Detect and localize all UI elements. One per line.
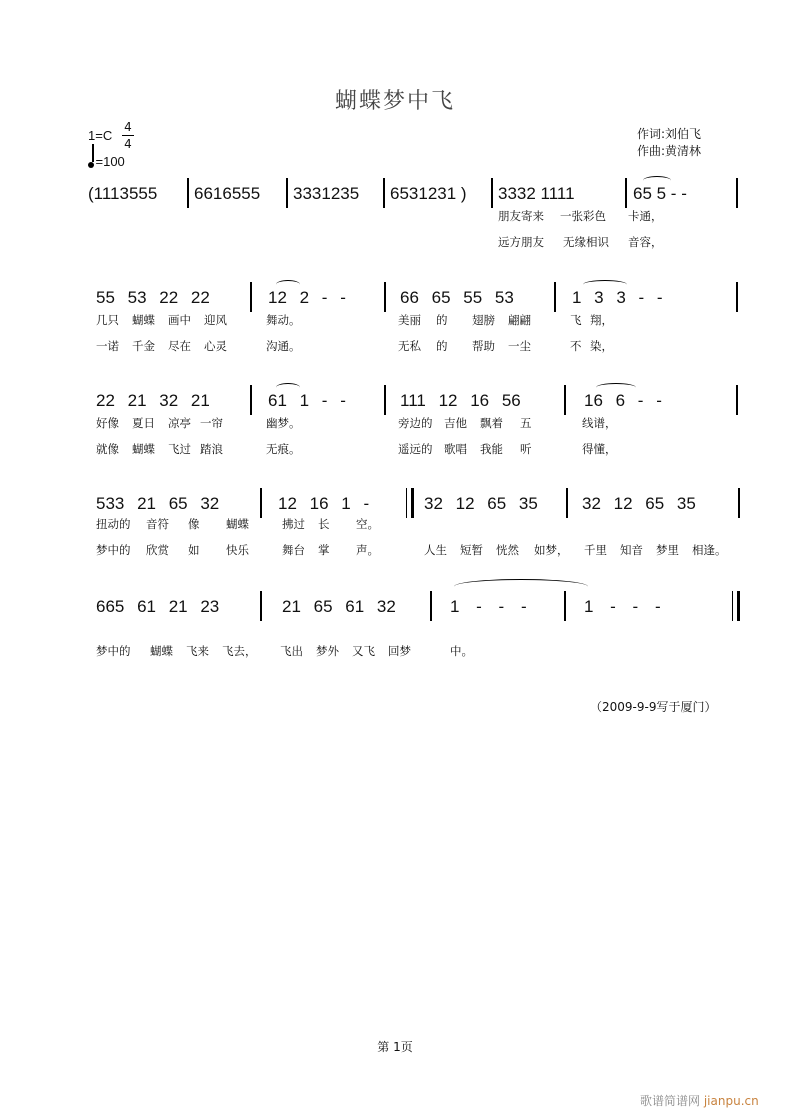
lyric: 好像 bbox=[96, 416, 119, 430]
lyric: 拂过 bbox=[282, 517, 305, 531]
lyric: 不 bbox=[570, 339, 582, 353]
measure: 55 53 22 22 bbox=[96, 288, 210, 307]
lyric: 线谱， bbox=[582, 416, 617, 430]
measure: 61 1 - - bbox=[268, 391, 346, 410]
lyric: 知音 bbox=[620, 543, 643, 557]
watermark bbox=[640, 1092, 759, 1109]
measure: 665 61 21 23 bbox=[96, 597, 220, 616]
repeat-sign bbox=[406, 488, 414, 518]
lyric: 蝴蝶 bbox=[132, 442, 155, 456]
lyric: 梦里 bbox=[656, 543, 679, 557]
lyric: 短暂 bbox=[460, 543, 483, 557]
score-line-2 bbox=[88, 288, 738, 378]
lyric: 扭动的 bbox=[96, 517, 131, 531]
song-title: 蝴蝶梦中飞 bbox=[334, 89, 455, 114]
measure: 533 21 65 32 bbox=[96, 494, 220, 513]
lyric: 舞台 bbox=[282, 543, 305, 557]
time-signature-bottom: 4 bbox=[124, 137, 132, 151]
lyric: 飞出 bbox=[280, 644, 303, 658]
lyric: 恍然 bbox=[496, 543, 519, 557]
score-line-4 bbox=[88, 494, 738, 584]
lyric: 无私 bbox=[398, 339, 421, 353]
lyric: 相逢。 bbox=[692, 543, 727, 557]
measure: 111 12 16 56 bbox=[400, 391, 521, 410]
lyric: 翩翩 bbox=[508, 313, 531, 327]
lyric: 朋友寄来 bbox=[498, 209, 544, 223]
measure: 3332 1111 bbox=[498, 184, 575, 203]
time-signature bbox=[122, 120, 134, 151]
lyric: 蝴蝶 bbox=[150, 644, 173, 658]
lyric: 飞来 bbox=[186, 644, 209, 658]
lyric: 音容， bbox=[628, 235, 663, 249]
watermark-en: jianpu.cn bbox=[703, 1094, 759, 1108]
lyric: 遥远的 bbox=[398, 442, 433, 456]
lyric: 掌 bbox=[318, 543, 330, 557]
score-line-3 bbox=[88, 391, 738, 481]
lyric: 如 bbox=[188, 543, 200, 557]
lyric: 一诺 bbox=[96, 339, 119, 353]
lyric: 心灵 bbox=[204, 339, 227, 353]
measure: 22 21 32 21 bbox=[96, 391, 210, 410]
lyric: 又飞 bbox=[352, 644, 375, 658]
lyric: 我能 bbox=[480, 442, 503, 456]
lyric: 空。 bbox=[356, 517, 379, 531]
lyric: 美丽 bbox=[398, 313, 421, 327]
lyric: 像 bbox=[188, 517, 200, 531]
lyric: 长 bbox=[318, 517, 330, 531]
lyric: 就像 bbox=[96, 442, 119, 456]
tempo-marking bbox=[88, 148, 125, 169]
lyric: 梦中的 bbox=[96, 543, 131, 557]
measure: 12 2 - - bbox=[268, 288, 346, 307]
lyric: 凉亭 bbox=[168, 416, 191, 430]
lyric: 回梦 bbox=[388, 644, 411, 658]
lyric: 歌唱 bbox=[444, 442, 467, 456]
tempo-value: =100 bbox=[95, 154, 125, 169]
lyric: 快乐 bbox=[226, 543, 249, 557]
lyric: 无缘相识 bbox=[563, 235, 609, 249]
measure: 32 12 65 35 bbox=[582, 494, 696, 513]
lyric: 人生 bbox=[424, 543, 447, 557]
watermark-cn: 歌谱简谱网 bbox=[640, 1094, 701, 1108]
lyric: 飞 bbox=[570, 313, 582, 327]
key-signature: 1=C bbox=[88, 128, 113, 143]
lyric: 声。 bbox=[356, 543, 379, 557]
lyric: 幽梦。 bbox=[266, 416, 301, 430]
measure: 6531231 ) bbox=[390, 184, 467, 203]
lyric: 卡通， bbox=[628, 209, 663, 223]
lyric: 帮助 bbox=[472, 339, 495, 353]
lyric: 一帘 bbox=[200, 416, 223, 430]
measure: 32 12 65 35 bbox=[424, 494, 538, 513]
lyric: 沟通。 bbox=[266, 339, 301, 353]
lyric: 无痕。 bbox=[266, 442, 301, 456]
lyric: 一张彩色 bbox=[560, 209, 606, 223]
measure: 66 65 55 53 bbox=[400, 288, 514, 307]
score-line-5 bbox=[88, 597, 738, 687]
page-number: 第 1页 bbox=[377, 1040, 413, 1054]
measure: 21 65 61 32 bbox=[282, 597, 396, 616]
lyric: 一尘 bbox=[508, 339, 531, 353]
lyric: 尽在 bbox=[168, 339, 191, 353]
lyric: 旁边的 bbox=[398, 416, 433, 430]
lyric: 飞过 bbox=[168, 442, 191, 456]
measure: 16 6 - - bbox=[584, 391, 662, 410]
lyric: 几只 bbox=[96, 313, 119, 327]
measure: 3331235 bbox=[293, 184, 360, 203]
lyric: 梦外 bbox=[316, 644, 339, 658]
lyric: 听 bbox=[520, 442, 532, 456]
lyric: 吉他 bbox=[444, 416, 467, 430]
lyric: 飞去， bbox=[222, 644, 257, 658]
lyric: 踏浪 bbox=[200, 442, 223, 456]
lyric: 如梦， bbox=[534, 543, 569, 557]
time-signature-top: 4 bbox=[124, 120, 132, 134]
lyric: 蝴蝶 bbox=[226, 517, 249, 531]
lyricist: 作词:刘伯飞 bbox=[637, 127, 702, 141]
measure: 1 3 3 - - bbox=[572, 288, 663, 307]
lyric: 的 bbox=[436, 313, 448, 327]
lyric: 蝴蝶 bbox=[132, 313, 155, 327]
lyric: 中。 bbox=[450, 644, 473, 658]
measure: 1 - - - bbox=[450, 597, 527, 616]
lyric: 千里 bbox=[584, 543, 607, 557]
lyric: 五 bbox=[520, 416, 532, 430]
measure: (1113555 bbox=[88, 184, 158, 203]
lyric: 翅膀 bbox=[472, 313, 495, 327]
lyric: 飘着 bbox=[480, 416, 503, 430]
lyric: 染， bbox=[590, 339, 613, 353]
lyric: 音符 bbox=[146, 517, 169, 531]
lyric: 欣赏 bbox=[146, 543, 169, 557]
lyric: 的 bbox=[436, 339, 448, 353]
measure: 12 16 1 - bbox=[278, 494, 370, 513]
quarter-note-icon bbox=[88, 162, 94, 168]
composer: 作曲:黄清林 bbox=[637, 144, 702, 158]
date-note: （2009-9-9写于厦门） bbox=[590, 700, 717, 714]
measure: 65 5 - - bbox=[633, 184, 687, 203]
lyric: 画中 bbox=[168, 313, 191, 327]
final-barline bbox=[732, 591, 740, 621]
score-line-1 bbox=[88, 184, 738, 274]
lyric: 梦中的 bbox=[96, 644, 131, 658]
lyric: 远方朋友 bbox=[498, 235, 544, 249]
lyric: 迎风 bbox=[204, 313, 227, 327]
measure: 1 - - - bbox=[584, 597, 661, 616]
lyric: 千金 bbox=[132, 339, 155, 353]
lyric: 翔， bbox=[590, 313, 613, 327]
lyric: 得懂， bbox=[582, 442, 617, 456]
measure: 6616555 bbox=[194, 184, 261, 203]
credits bbox=[637, 126, 701, 160]
lyric: 舞动。 bbox=[266, 313, 301, 327]
lyric: 夏日 bbox=[132, 416, 155, 430]
